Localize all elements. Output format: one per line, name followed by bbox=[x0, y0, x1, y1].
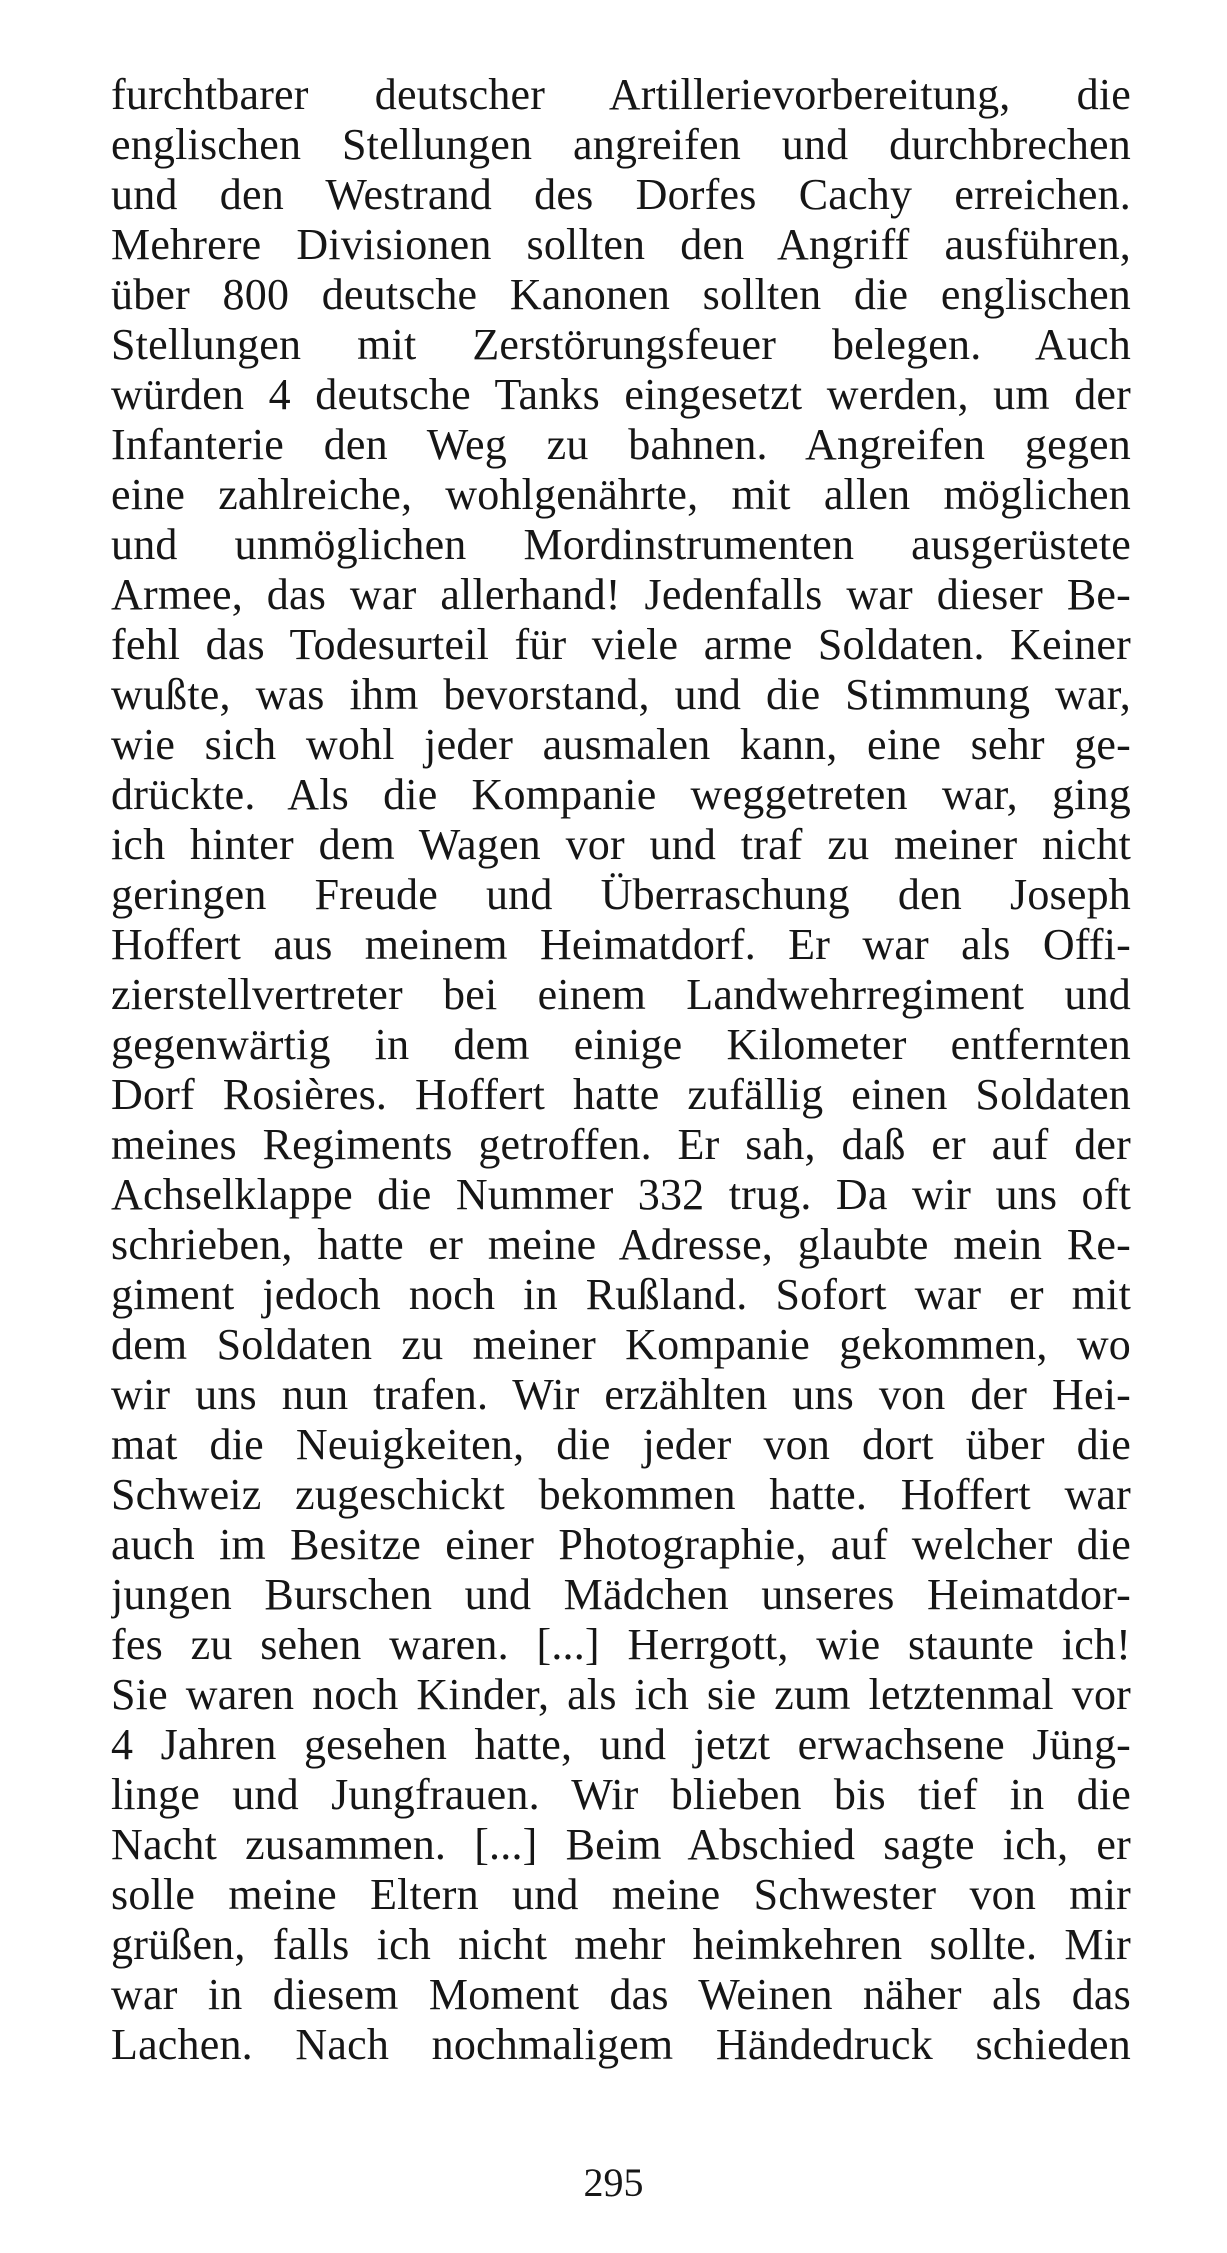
text-line: giment jedoch noch in Rußland. Sofort war er mit bbox=[111, 1270, 1131, 1319]
text-line: wußte, was ihm bevorstand, und die Stimmung war, bbox=[111, 670, 1131, 719]
text-line: Stellungen mit Zerstörungsfeuer belegen. Auch bbox=[111, 320, 1131, 369]
text-line: fes zu sehen waren. [...] Herrgott, wie staunte ich! bbox=[111, 1620, 1131, 1669]
text-line: 4 Jahren gesehen hatte, und jetzt erwachsene Jüng- bbox=[111, 1720, 1131, 1769]
text-line: Armee, das war allerhand! Jedenfalls war dieser Be- bbox=[111, 570, 1131, 619]
text-line: eine zahlreiche, wohlgenährte, mit allen möglichen bbox=[111, 470, 1131, 519]
text-line: drückte. Als die Kompanie weggetreten war, ging bbox=[111, 770, 1131, 819]
text-line: Achselklappe die Nummer 332 trug. Da wir uns oft bbox=[111, 1170, 1131, 1219]
text-line: meines Regiments getroffen. Er sah, daß er auf der bbox=[111, 1120, 1131, 1169]
text-line: mat die Neuigkeiten, die jeder von dort über die bbox=[111, 1420, 1131, 1469]
text-line: über 800 deutsche Kanonen sollten die englischen bbox=[111, 270, 1131, 319]
text-line: geringen Freude und Überraschung den Joseph bbox=[111, 870, 1131, 919]
text-line: Infanterie den Weg zu bahnen. Angreifen gegen bbox=[111, 420, 1131, 469]
text-line: linge und Jungfrauen. Wir blieben bis tief in die bbox=[111, 1770, 1131, 1819]
text-line: grüßen, falls ich nicht mehr heimkehren sollte. Mir bbox=[111, 1920, 1131, 1969]
text-line: und den Westrand des Dorfes Cachy erreichen. bbox=[111, 170, 1131, 219]
page-number: 295 bbox=[583, 2160, 644, 2205]
text-line: auch im Besitze einer Photographie, auf welcher die bbox=[111, 1520, 1131, 1569]
text-line: furchtbarer deutscher Artillerievorbereitung, die bbox=[111, 70, 1131, 119]
body-text bbox=[111, 70, 1131, 2070]
text-line: würden 4 deutsche Tanks eingesetzt werden, um der bbox=[111, 370, 1131, 419]
text-line: schrieben, hatte er meine Adresse, glaubte mein Re- bbox=[111, 1220, 1131, 1269]
text-line: Schweiz zugeschickt bekommen hatte. Hoffert war bbox=[111, 1470, 1131, 1519]
text-line: dem Soldaten zu meiner Kompanie gekommen, wo bbox=[111, 1320, 1131, 1369]
text-line: gegenwärtig in dem einige Kilometer entfernten bbox=[111, 1020, 1131, 1069]
text-line: war in diesem Moment das Weinen näher als das bbox=[111, 1970, 1131, 2019]
text-line: Dorf Rosières. Hoffert hatte zufällig einen Soldaten bbox=[111, 1070, 1131, 1119]
text-line: jungen Burschen und Mädchen unseres Heimatdor- bbox=[111, 1570, 1131, 1619]
text-line: wir uns nun trafen. Wir erzählten uns von der Hei- bbox=[111, 1370, 1131, 1419]
text-line: Nacht zusammen. [...] Beim Abschied sagte ich, er bbox=[111, 1820, 1131, 1869]
text-line: ich hinter dem Wagen vor und traf zu meiner nicht bbox=[111, 820, 1131, 869]
text-line: englischen Stellungen angreifen und durchbrechen bbox=[111, 120, 1131, 169]
text-line: fehl das Todesurteil für viele arme Soldaten. Keiner bbox=[111, 620, 1131, 669]
text-line: zierstellvertreter bei einem Landwehrregiment und bbox=[111, 970, 1131, 1019]
text-line: und unmöglichen Mordinstrumenten ausgerüstete bbox=[111, 520, 1131, 569]
text-line: Sie waren noch Kinder, als ich sie zum letztenmal vor bbox=[111, 1670, 1131, 1719]
text-line: wie sich wohl jeder ausmalen kann, eine sehr ge- bbox=[111, 720, 1131, 769]
text-line: solle meine Eltern und meine Schwester von mir bbox=[111, 1870, 1131, 1919]
text-line: Mehrere Divisionen sollten den Angriff ausführen, bbox=[111, 220, 1131, 269]
text-line: Hoffert aus meinem Heimatdorf. Er war als Offi- bbox=[111, 920, 1131, 969]
text-line: Lachen. Nach nochmaligem Händedruck schieden bbox=[111, 2020, 1131, 2069]
